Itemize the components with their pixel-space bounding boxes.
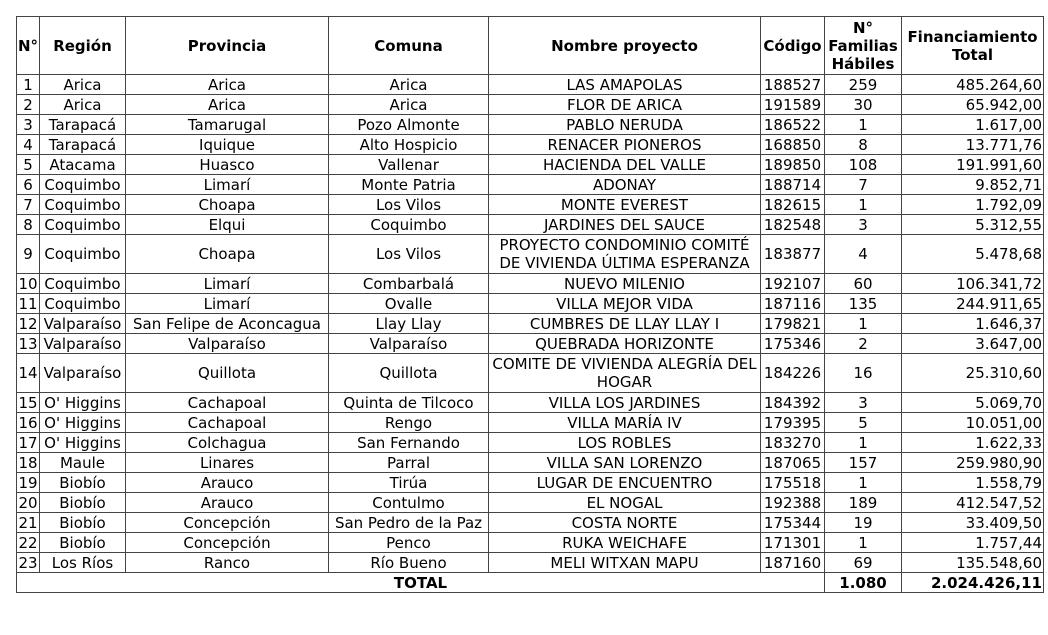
cell-nombre: MONTE EVEREST [489,195,761,215]
cell-nombre: VILLA SAN LORENZO [489,453,761,473]
cell-provincia: Concepción [126,533,329,553]
cell-codigo: 175344 [761,513,825,533]
cell-comuna: Río Bueno [329,553,489,573]
cell-provincia: Cachapoal [126,413,329,433]
cell-region: O' Higgins [40,393,126,413]
cell-provincia: Arauco [126,473,329,493]
cell-n: 22 [18,533,38,552]
table-row [17,553,1044,573]
total-financiamiento: 2.024.426,11 [902,573,1044,593]
cell-financiamiento: 33.409,50 [902,513,1044,533]
cell-n: 5 [17,155,40,175]
cell-financiamiento: 1.617,00 [902,115,1044,135]
cell-financiamiento: 25.310,60 [902,354,1044,393]
cell-region: Coquimbo [40,294,126,314]
cell-nombre: MELI WITXAN MAPU [489,553,761,573]
cell-financiamiento: 485.264,60 [902,75,1044,95]
cell-codigo: 184226 [761,354,825,393]
cell-comuna: Tirúa [329,473,489,493]
cell-provincia: Limarí [126,274,329,294]
cell-codigo: 179395 [761,413,825,433]
cell-financiamiento: 1.558,79 [902,473,1044,493]
cell-n: 9 [17,235,40,274]
cell-provincia: Arauco [126,493,329,513]
cell-comuna: Alto Hospicio [329,135,489,155]
cell-n: 6 [17,175,40,195]
total-label: TOTAL [17,573,825,593]
cell-region: Valparaíso [40,354,126,393]
cell-region: Coquimbo [40,175,126,195]
cell-codigo: 187065 [761,453,825,473]
table-row [17,314,1044,334]
cell-familias: 19 [825,513,902,533]
cell-familias: 157 [825,453,902,473]
table-row [17,274,1044,294]
cell-familias: 1 [825,314,902,334]
header-provincia: Provincia [126,17,329,75]
cell-region: Maule [40,453,126,473]
cell-comuna: Monte Patria [329,175,489,195]
cell-comuna: Los Vilos [329,195,489,215]
table-row [17,294,1044,314]
table-row [17,95,1044,115]
cell-provincia: Elqui [126,215,329,235]
cell-codigo: 187116 [761,294,825,314]
cell-n: 23 [18,553,38,572]
cell-provincia: Choapa [126,235,329,274]
cell-financiamiento: 106.341,72 [902,274,1044,294]
cell-familias: 1 [825,473,902,493]
cell-familias: 135 [825,294,902,314]
cell-financiamiento: 9.852,71 [902,175,1044,195]
cell-nombre: ADONAY [489,175,761,195]
header-codigo: Código [761,17,825,75]
cell-familias: 69 [825,553,902,573]
cell-provincia: Colchagua [126,433,329,453]
projects-table-container [16,16,1044,593]
cell-familias: 1 [825,433,902,453]
cell-codigo: 182615 [761,195,825,215]
cell-region: Tarapacá [40,115,126,135]
cell-codigo: 184392 [761,393,825,413]
cell-comuna: Penco [329,533,489,553]
cell-codigo: 171301 [761,533,825,553]
cell-n: 17 [18,433,38,452]
cell-familias: 16 [825,354,902,393]
cell-region: Arica [40,75,126,95]
cell-provincia: Arica [126,95,329,115]
cell-provincia: Concepción [126,513,329,533]
cell-nombre: EL NOGAL [489,493,761,513]
table-row [17,135,1044,155]
cell-nombre: JARDINES DEL SAUCE [489,215,761,235]
cell-region: Valparaíso [40,314,126,334]
cell-n: 10 [18,274,38,293]
cell-comuna: Quinta de Tilcoco [329,393,489,413]
cell-comuna: Ovalle [329,294,489,314]
cell-comuna: San Fernando [329,433,489,453]
cell-familias: 5 [825,413,902,433]
cell-provincia: Choapa [126,195,329,215]
cell-n: 3 [17,115,40,135]
cell-provincia: Arica [126,75,329,95]
cell-nombre: RUKA WEICHAFE [489,533,761,553]
cell-provincia: Huasco [126,155,329,175]
cell-n: 1 [17,75,40,95]
cell-financiamiento: 1.757,44 [902,533,1044,553]
cell-nombre: FLOR DE ARICA [489,95,761,115]
cell-codigo: 168850 [761,135,825,155]
header-nombre: Nombre proyecto [489,17,761,75]
cell-provincia: Linares [126,453,329,473]
cell-provincia: Quillota [126,354,329,393]
cell-comuna: San Pedro de la Paz [329,513,489,533]
header-region: Región [40,17,126,75]
cell-comuna: Combarbalá [329,274,489,294]
cell-codigo: 187160 [761,553,825,573]
cell-provincia: Limarí [126,294,329,314]
cell-nombre: QUEBRADA HORIZONTE [489,334,761,354]
cell-region: Biobío [40,493,126,513]
cell-financiamiento: 1.622,33 [902,433,1044,453]
table-row [17,215,1044,235]
cell-region: Arica [40,95,126,115]
cell-codigo: 191589 [761,95,825,115]
cell-nombre: LAS AMAPOLAS [489,75,761,95]
cell-nombre: PROYECTO CONDOMINIO COMITÉ DE VIVIENDA ÚLTIMA ESPERANZA [489,235,761,274]
cell-region: Valparaíso [40,334,126,354]
cell-codigo: 192388 [761,493,825,513]
cell-provincia: Tamarugal [126,115,329,135]
cell-n: 13 [18,334,38,353]
table-row [17,493,1044,513]
cell-comuna: Arica [329,95,489,115]
cell-comuna: Coquimbo [329,215,489,235]
table-row [17,75,1044,95]
table-row [17,195,1044,215]
cell-region: Coquimbo [40,274,126,294]
cell-nombre: VILLA MEJOR VIDA [489,294,761,314]
cell-financiamiento: 135.548,60 [902,553,1044,573]
cell-n: 16 [18,413,38,432]
cell-nombre: PABLO NERUDA [489,115,761,135]
cell-nombre: COSTA NORTE [489,513,761,533]
cell-n: 4 [17,135,40,155]
cell-codigo: 182548 [761,215,825,235]
cell-region: Biobío [40,533,126,553]
cell-financiamiento: 191.991,60 [902,155,1044,175]
cell-nombre: CUMBRES DE LLAY LLAY I [489,314,761,334]
table-row [17,413,1044,433]
cell-familias: 189 [825,493,902,513]
cell-n: 14 [17,354,40,393]
cell-familias: 4 [825,235,902,274]
cell-n: 8 [17,215,40,235]
cell-codigo: 188527 [761,75,825,95]
cell-n: 19 [18,473,38,492]
header-financiamiento: Financiamiento Total [902,17,1044,75]
cell-region: Tarapacá [40,135,126,155]
cell-financiamiento: 244.911,65 [902,294,1044,314]
cell-nombre: NUEVO MILENIO [489,274,761,294]
total-familias: 1.080 [825,573,902,593]
cell-financiamiento: 65.942,00 [902,95,1044,115]
cell-codigo: 183270 [761,433,825,453]
table-row [17,433,1044,453]
table-row [17,453,1044,473]
cell-familias: 259 [825,75,902,95]
cell-nombre: LOS ROBLES [489,433,761,453]
header-row [17,17,1044,75]
table-row [17,235,1044,274]
cell-n: 20 [18,493,38,512]
cell-n: 7 [17,195,40,215]
cell-comuna: Arica [329,75,489,95]
cell-region: Coquimbo [40,195,126,215]
cell-familias: 30 [825,95,902,115]
cell-codigo: 175518 [761,473,825,493]
cell-financiamiento: 5.069,70 [902,393,1044,413]
cell-comuna: Llay Llay [329,314,489,334]
cell-nombre: COMITE DE VIVIENDA ALEGRÍA DEL HOGAR [489,354,761,393]
cell-familias: 108 [825,155,902,175]
cell-codigo: 186522 [761,115,825,135]
cell-financiamiento: 1.792,09 [902,195,1044,215]
cell-provincia: Cachapoal [126,393,329,413]
cell-region: O' Higgins [40,413,126,433]
cell-nombre: HACIENDA DEL VALLE [489,155,761,175]
cell-nombre: LUGAR DE ENCUENTRO [489,473,761,493]
projects-table [16,16,1044,593]
cell-financiamiento: 1.646,37 [902,314,1044,334]
cell-financiamiento: 5.478,68 [902,235,1044,274]
header-comuna: Comuna [329,17,489,75]
cell-financiamiento: 5.312,55 [902,215,1044,235]
cell-n: 12 [18,314,38,333]
cell-nombre: VILLA MARÍA IV [489,413,761,433]
cell-region: Biobío [40,473,126,493]
cell-comuna: Parral [329,453,489,473]
table-row [17,115,1044,135]
cell-codigo: 179821 [761,314,825,334]
cell-provincia: San Felipe de Aconcagua [126,314,329,334]
cell-comuna: Valparaíso [329,334,489,354]
cell-region: Coquimbo [40,215,126,235]
cell-n: 21 [18,513,38,532]
cell-financiamiento: 3.647,00 [902,334,1044,354]
cell-familias: 60 [825,274,902,294]
cell-familias: 2 [825,334,902,354]
cell-region: Biobío [40,513,126,533]
table-row [17,513,1044,533]
cell-provincia: Iquique [126,135,329,155]
cell-nombre: RENACER PIONEROS [489,135,761,155]
cell-comuna: Quillota [329,354,489,393]
header-n: N° [17,17,40,75]
header-familias: N° Familias Hábiles [825,17,902,75]
table-row [17,473,1044,493]
cell-familias: 1 [825,195,902,215]
cell-financiamiento: 412.547,52 [902,493,1044,513]
cell-nombre: VILLA LOS JARDINES [489,393,761,413]
cell-region: O' Higgins [40,433,126,453]
cell-provincia: Limarí [126,175,329,195]
cell-codigo: 189850 [761,155,825,175]
cell-codigo: 188714 [761,175,825,195]
cell-financiamiento: 10.051,00 [902,413,1044,433]
cell-n: 2 [17,95,40,115]
total-row [17,573,1044,593]
cell-region: Los Ríos [40,553,126,573]
cell-financiamiento: 13.771,76 [902,135,1044,155]
cell-comuna: Pozo Almonte [329,115,489,135]
cell-familias: 1 [825,533,902,553]
cell-provincia: Ranco [126,553,329,573]
cell-familias: 3 [825,393,902,413]
table-row [17,155,1044,175]
cell-n: 11 [18,294,38,313]
cell-region: Coquimbo [40,235,126,274]
cell-comuna: Los Vilos [329,235,489,274]
cell-comuna: Rengo [329,413,489,433]
cell-comuna: Contulmo [329,493,489,513]
cell-codigo: 183877 [761,235,825,274]
cell-region: Atacama [40,155,126,175]
cell-financiamiento: 259.980,90 [902,453,1044,473]
cell-familias: 7 [825,175,902,195]
cell-n: 18 [18,453,38,472]
cell-codigo: 192107 [761,274,825,294]
table-row [17,334,1044,354]
cell-provincia: Valparaíso [126,334,329,354]
table-body [17,75,1044,573]
cell-familias: 3 [825,215,902,235]
table-row [17,175,1044,195]
cell-codigo: 175346 [761,334,825,354]
cell-n: 15 [18,393,38,412]
cell-familias: 1 [825,115,902,135]
cell-familias: 8 [825,135,902,155]
cell-comuna: Vallenar [329,155,489,175]
table-row [17,393,1044,413]
table-row [17,533,1044,553]
table-row [17,354,1044,393]
